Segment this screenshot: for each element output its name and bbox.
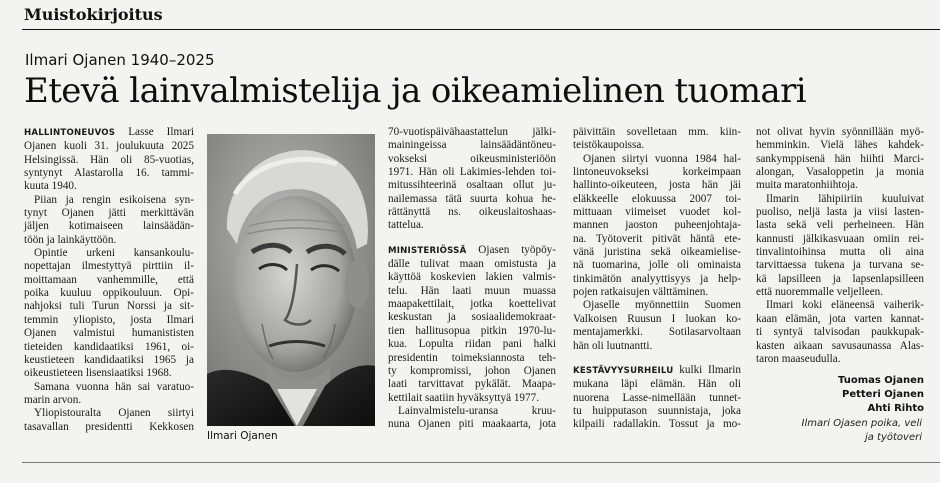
text-line: marin arvon. bbox=[24, 393, 82, 406]
article-subtitle: Ilmari Ojanen 1940–2025 bbox=[25, 51, 215, 69]
text-line: ti syntyä talvisodan paukkupak- bbox=[756, 326, 924, 339]
text-line: hemminkin. Vielä lähes kahdek- bbox=[756, 139, 924, 152]
text-line: nopettajan ilmestyttyä pirttiin il- bbox=[24, 260, 194, 273]
text-line-rest: Lasse Ilmari bbox=[115, 126, 194, 138]
text-line: päivittäin sovelletaan mm. kiin- bbox=[573, 126, 741, 138]
text-line: eläkkeelle elokuussa 2007 toi- bbox=[573, 192, 741, 205]
article-column-1 bbox=[24, 126, 194, 434]
text-line: Opintie urkeni kansankoulu- bbox=[34, 247, 194, 260]
text-line: tinkimätön analyyttisyys ja help- bbox=[573, 272, 741, 285]
article-column-3 bbox=[573, 126, 741, 432]
text-line: Yliopistouralta Ojanen siirtyi bbox=[34, 407, 194, 420]
text-line: tinvalintoihinsa mutta oli aina bbox=[756, 246, 924, 259]
text-line: käyttöä koskevien lakien valmis- bbox=[388, 271, 556, 284]
text-line: kettilait saatiin hyväksyttyä 1977. bbox=[388, 391, 540, 404]
text-line: hallinto-oikeuteen, josta hän jäi bbox=[573, 179, 741, 192]
text-line: jäljen kotimaiseen lainsäädän- bbox=[24, 220, 194, 233]
portrait-photo bbox=[207, 134, 375, 426]
text-line: Ilmarin lähipiiriin kuuluivat bbox=[766, 192, 924, 205]
text-line: Ilmari koki eläneensä vaiherik- bbox=[766, 299, 924, 312]
bottom-rule bbox=[22, 462, 940, 463]
text-line: hän oli luutnantti. bbox=[573, 339, 653, 352]
text-line: kannusti jälkikasvuaan omiin rei- bbox=[756, 232, 924, 245]
text-line: nä tuomarina, jolle oli ominaista bbox=[573, 259, 741, 272]
text-line: telu. Hän laati muun muassa bbox=[388, 284, 556, 297]
text-line: maapakettilait, jotka koettelivat bbox=[388, 298, 556, 311]
signature-note-2: ja työtoveri bbox=[864, 432, 922, 443]
text-line: nuorena Lasse-nimellään tunnet- bbox=[573, 391, 741, 404]
text-line: laati tarvittavat pykälät. Maapa- bbox=[388, 378, 556, 391]
text-line: mukana läpi elämän. Hän oli bbox=[573, 378, 741, 391]
text-line: tien hallitusopua pitkin 1970-lu- bbox=[388, 324, 556, 337]
article-column-2 bbox=[388, 126, 556, 432]
paragraph-gap bbox=[388, 233, 556, 244]
text-line bbox=[24, 126, 194, 140]
text-line: keskustan ja sosiaalidemokraat- bbox=[388, 311, 556, 324]
text-line: tu huipputason suunnistaja, joka bbox=[573, 404, 741, 417]
text-line: mainingeissa lainsäädäntöneu- bbox=[388, 139, 556, 152]
paragraph-kicker: HALLINTONEUVOS bbox=[24, 128, 116, 138]
text-line: dälle tulivat maan omistusta ja bbox=[388, 258, 556, 271]
text-line: tieteiden kandidaatiksi 1961, oi- bbox=[24, 340, 194, 353]
text-line: tarvittaessa tukena ja turvana se- bbox=[756, 259, 924, 272]
text-line: kaan elämän, jota varten kannat- bbox=[756, 312, 924, 325]
text-line: alongan, Vasaloppetin ja monia bbox=[756, 166, 924, 179]
signature-1: Tuomas Ojanen bbox=[837, 375, 924, 386]
text-line: töön ja lainkäyttöön. bbox=[24, 233, 117, 246]
text-line: mitussihteerinä osaltaan ollut ju- bbox=[388, 179, 556, 192]
text-line: 1971. Hän oli Lakimies-lehden toi- bbox=[388, 166, 556, 179]
text-line: mentajamerkki. Sotilasarvoltaan bbox=[573, 326, 741, 339]
photo-caption: Ilmari Ojanen bbox=[207, 430, 278, 442]
text-line: Lainvalmistelu-uransa kruu- bbox=[398, 404, 556, 417]
text-line: ty kompromissi, johon Ojanen bbox=[388, 364, 556, 377]
text-line: rättänyttä ns. oikeuslaitoshaas- bbox=[388, 206, 556, 219]
text-line: kua. Lopulta riidan pani halki bbox=[388, 338, 556, 351]
signature-2: Petteri Ojanen bbox=[842, 389, 924, 400]
text-line: että nuoremmalle veljelleen. bbox=[756, 286, 884, 299]
text-line: nuna Ojanen piti maakaarta, jota bbox=[388, 418, 556, 431]
text-line: taron maaseudulla. bbox=[756, 352, 841, 365]
text-line: Ojanen kuoli 31. joulukuuta 2025 bbox=[24, 140, 194, 153]
text-line: puoliso, neljä lasta ja viisi lasten- bbox=[756, 206, 924, 219]
text-line: moittamaan vanhemmille, että bbox=[24, 273, 194, 286]
top-rule bbox=[22, 29, 940, 30]
text-line: sankymppisenä hän hiihti Marci- bbox=[756, 152, 924, 165]
text-line: tynyt Ojanen jätti merkittävän bbox=[24, 207, 194, 220]
text-line: Valkoisen Ruusun I luokan ko- bbox=[573, 312, 741, 325]
text-line: na. Työtoverit pitivät häntä ete- bbox=[573, 232, 741, 245]
text-line: Piian ja rengin esikoisena syn- bbox=[34, 193, 194, 206]
text-line: oikeustieteen lisensiaatiksi 1968. bbox=[24, 367, 172, 380]
text-line: poika kuuluu oppikouluun. Opi- bbox=[24, 287, 194, 300]
text-line-rest: kulki Ilmarin bbox=[673, 363, 741, 376]
text-line: kilpaili radallakin. Tossut ja mo- bbox=[573, 418, 741, 431]
paragraph-kicker: KESTÄVYYSURHEILU bbox=[573, 365, 674, 376]
text-line: kä lapsilleen ja lapsenlapsilleen bbox=[756, 272, 924, 285]
text-line: tattelua. bbox=[388, 219, 424, 232]
text-line: lasta sekä veli perheineen. Hän bbox=[756, 219, 924, 232]
paragraph-gap bbox=[573, 353, 741, 364]
text-line-rest: Ojasen työpöy- bbox=[466, 243, 556, 256]
signature-note-1: Ilmari Ojasen poika, veli bbox=[801, 418, 922, 429]
text-line: mannen jaoston puheenjohtaja- bbox=[573, 219, 741, 232]
text-line: keustieteen kandidaatiksi 1965 ja bbox=[24, 353, 194, 366]
signature-3: Ahti Rihto bbox=[867, 403, 924, 414]
text-line: 70-vuotispäivähaastattelun jälki- bbox=[388, 126, 556, 138]
text-line: Ojanen siirtyi vuonna 1984 hal- bbox=[583, 152, 741, 165]
text-line: muita maratonhiihtoja. bbox=[756, 179, 858, 192]
text-line: teistökaupoissa. bbox=[573, 139, 645, 152]
text-line: syntynyt Alastarolla 16. tammi- bbox=[24, 167, 194, 180]
text-line: nailemassa tätä suurta kohua he- bbox=[388, 192, 556, 205]
text-line: tasavallan presidentti Kekkosen bbox=[24, 420, 194, 433]
text-line: not olivat hyvin syönnillään myö- bbox=[756, 126, 924, 138]
article-headline: Etevä lainvalmistelija ja oikeamielinen tuomari bbox=[24, 71, 807, 111]
text-line: vokseksi oikeusministeriöön bbox=[388, 152, 556, 165]
text-line: pojen ratkaisujen välttäminen. bbox=[573, 286, 709, 299]
article-column-4 bbox=[756, 126, 924, 366]
text-line: Samana vuonna hän sai varatuo- bbox=[34, 380, 194, 393]
text-line: mittuaan viimeiset vuodet kol- bbox=[573, 206, 741, 219]
text-line: kasten aikaan savusaunassa Alas- bbox=[756, 339, 924, 352]
text-line: Ojaselle myönnettiin Suomen bbox=[583, 299, 741, 312]
text-line: vänä juristina sekä oikeamielise- bbox=[573, 246, 741, 259]
text-line: Helsingissä. Hän oli 85-vuotias, bbox=[24, 153, 194, 166]
text-line: temmin yliopisto, josta Ilmari bbox=[24, 313, 194, 326]
text-line: Ojanen valmistui humanististen bbox=[24, 327, 194, 340]
text-line bbox=[388, 244, 556, 258]
portrait-image bbox=[207, 134, 375, 426]
text-line: lintoneuvokseksi korkeimpaan bbox=[573, 166, 741, 179]
text-line bbox=[573, 364, 741, 378]
text-line: presidentin toimeksiannosta teh- bbox=[388, 351, 556, 364]
section-label: Muistokirjoitus bbox=[24, 5, 163, 24]
paragraph-kicker: MINISTERIÖSSÄ bbox=[388, 245, 467, 256]
text-line: nahjoksi tuli Turun Norssi ja sit- bbox=[24, 300, 194, 313]
text-line: kuuta 1940. bbox=[24, 180, 77, 193]
